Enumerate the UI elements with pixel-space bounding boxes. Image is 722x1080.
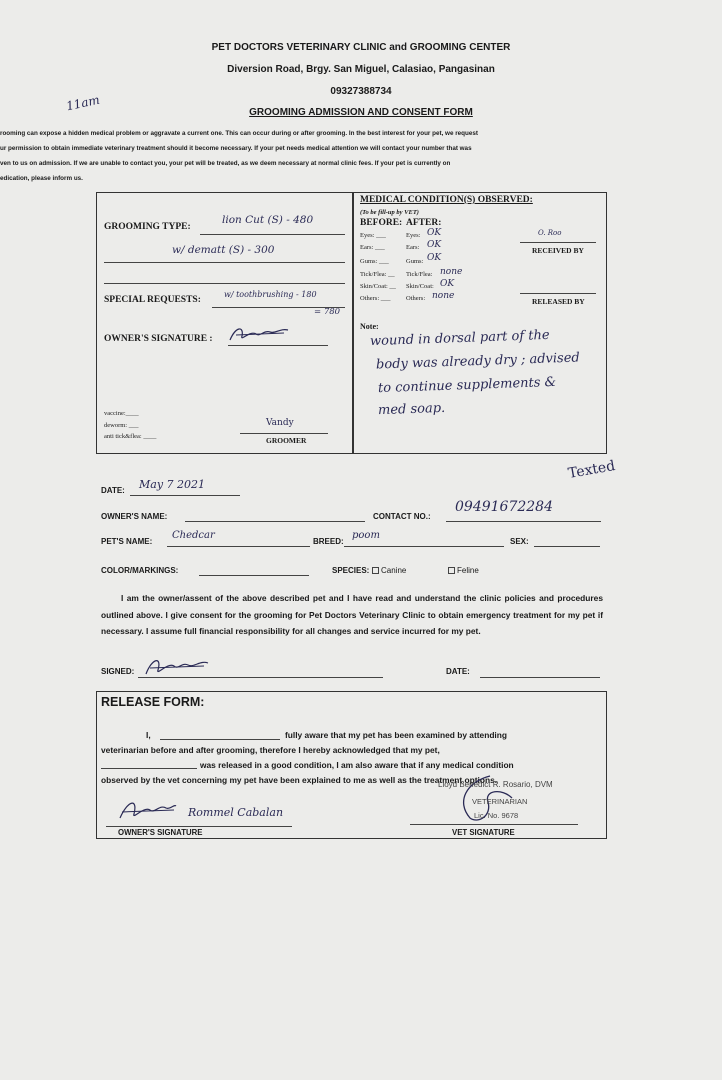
texted-note: Texted — [566, 458, 617, 482]
signed-label: SIGNED: — [101, 667, 135, 676]
release-text-4: observed by the vet concerning my pet have been explained to me as well as the treatment options. — [101, 775, 498, 785]
handwritten-time: 11am — [64, 92, 101, 114]
vet-stamp-name: Lloyd Benedict R. Rosario, DVM — [438, 780, 553, 789]
after-tickflea-label: Tick/Flea: — [406, 271, 433, 278]
sex-label: SEX: — [510, 537, 529, 546]
date2-label: DATE: — [446, 667, 470, 676]
breed-value: poom — [352, 530, 380, 541]
clinic-address: Diversion Road, Brgy. San Miguel, Calasiao, Pangasinan — [227, 64, 495, 75]
vaccine-label: vaccine:____ — [104, 410, 139, 417]
note-line: body was already dry ; advised — [375, 350, 580, 373]
grooming-type-line — [200, 234, 345, 235]
vet-stamp-title: VETERINARIAN — [472, 797, 528, 806]
medical-subtitle: (To be fill-up by VET) — [360, 209, 419, 216]
feline-checkbox[interactable] — [448, 567, 455, 574]
note-line: to continue supplements & — [377, 374, 557, 397]
species-canine[interactable] — [372, 566, 406, 575]
date2-line — [480, 677, 600, 678]
after-tickflea-value: none — [440, 267, 463, 277]
groomer-label: GROOMER — [266, 436, 307, 445]
before-skincoat: Skin/Coat: __ — [360, 283, 396, 290]
contact-value: 09491672284 — [455, 499, 553, 515]
total-value: = 780 — [314, 307, 341, 317]
before-gums: Gums: ___ — [360, 258, 389, 265]
special-requests-value: w/ toothbrushing - 180 — [224, 290, 317, 299]
release-pet-line — [101, 768, 197, 769]
release-text-3: was released in a good condition, I am also aware that if any medical condition — [200, 760, 514, 770]
received-by-line — [520, 242, 596, 243]
owner-signature-scribble — [226, 322, 292, 346]
medical-title: MEDICAL CONDITION(S) OBSERVED: — [360, 195, 533, 205]
color-label: COLOR/MARKINGS: — [101, 566, 179, 575]
form-title: GROOMING ADMISSION AND CONSENT FORM — [249, 107, 473, 118]
owner-sig-line — [106, 826, 292, 827]
after-others-label: Others: — [406, 295, 426, 302]
pet-name-line — [167, 546, 310, 547]
release-text-2: veterinarian before and after grooming, therefore I hereby acknowledged that my pet, — [101, 745, 440, 755]
before-tickflea: Tick/Flea: __ — [360, 271, 395, 278]
intro-line: edication, please inform us. — [0, 175, 83, 182]
after-skincoat-value: OK — [440, 279, 455, 289]
date-value: May 7 2021 — [139, 478, 206, 491]
clinic-name: PET DOCTORS VETERINARY CLINIC and GROOMING CENTER — [211, 42, 511, 53]
after-label: AFTER: — [406, 218, 442, 228]
species-label: SPECIES: — [332, 566, 370, 575]
after-ears-label: Ears: — [406, 244, 420, 251]
release-title: RELEASE FORM: — [101, 695, 205, 709]
release-text-1: fully aware that my pet has been examined by attending — [285, 730, 507, 740]
after-skincoat-label: Skin/Coat: — [406, 283, 434, 290]
grooming-type-value-2: w/ dematt (S) - 300 — [172, 244, 275, 256]
before-eyes: Eyes: ___ — [360, 232, 386, 239]
breed-line — [344, 546, 504, 547]
received-by-label: RECEIVED BY — [532, 246, 584, 255]
date-line — [130, 495, 240, 496]
antitick-label: anti tick&flea: ____ — [104, 433, 157, 440]
vet-sig-line — [410, 824, 578, 825]
feline-label: Feline — [457, 566, 479, 575]
canine-checkbox[interactable] — [372, 567, 379, 574]
species-feline[interactable] — [448, 566, 479, 575]
owner-sig-label: OWNER'S SIGNATURE — [118, 828, 203, 837]
release-text-i: I, — [146, 730, 151, 740]
pet-name-value: Chedcar — [172, 530, 215, 541]
pet-name-label: PET'S NAME: — [101, 537, 153, 546]
after-others-value: none — [432, 291, 455, 301]
before-others: Others: ___ — [360, 295, 391, 302]
released-by-line — [520, 293, 596, 294]
grooming-type-line-2 — [104, 262, 345, 263]
owner-name-label: OWNER'S NAME: — [101, 512, 168, 521]
grooming-type-label: GROOMING TYPE: — [104, 222, 191, 232]
contact-label: CONTACT NO.: — [373, 512, 431, 521]
grooming-type-value: lion Cut (S) - 480 — [222, 214, 314, 226]
signed-signature — [142, 654, 212, 680]
canine-label: Canine — [381, 566, 407, 575]
after-eyes-value: OK — [427, 228, 442, 238]
after-gums-label: Gums: — [406, 258, 424, 265]
intro-line: ven to us on admission. If we are unable to contact you, your pet will be treated, as we deem necessary at normal clinic fees. If your pet is currently on — [0, 160, 451, 167]
vet-stamp-lic: Lic. No. 9678 — [474, 811, 519, 820]
before-ears: Ears: ___ — [360, 244, 385, 251]
owner-signature-label: OWNER'S SIGNATURE : — [104, 334, 213, 344]
intro-paragraph — [0, 126, 700, 186]
consent-paragraph: I am the owner/assent of the above described pet and I have read and understand the clinic policies and procedures outlined above. I give consent for the grooming for Pet Doctors Veterinary Clinic to obtain emergency treatment for my pet if necessary. I assume full financial responsibility for all changes and service incurred for my pet. — [101, 593, 603, 636]
owner-written-name: Rommel Cabalan — [188, 806, 284, 819]
note-line: med soap. — [377, 400, 446, 419]
groomer-line — [240, 433, 328, 434]
intro-line: ur permission to obtain immediate veterinary treatment should it become necessary. If your pet needs medical attention we will contact your number that was — [0, 145, 472, 152]
owner-name-line — [185, 521, 365, 522]
released-by-label: RELEASED BY — [532, 297, 585, 306]
breed-label: BREED: — [313, 537, 344, 546]
deworm-label: deworm: ___ — [104, 422, 139, 429]
after-eyes-label: Eyes: — [406, 232, 421, 239]
release-name-line — [160, 739, 280, 740]
after-gums-value: OK — [427, 253, 442, 263]
note-label: Note: — [360, 322, 379, 331]
special-requests-label: SPECIAL REQUESTS: — [104, 295, 201, 305]
sex-line — [534, 546, 600, 547]
owner-release-signature — [116, 796, 178, 824]
before-label: BEFORE: — [360, 218, 403, 228]
vet-sig-label: VET SIGNATURE — [452, 828, 515, 837]
color-line — [199, 575, 309, 576]
groomer-name: Vandy — [266, 418, 294, 428]
after-ears-value: OK — [427, 240, 442, 250]
clinic-phone: 09327388734 — [330, 86, 392, 97]
date-label: DATE: — [101, 486, 125, 495]
contact-line — [446, 521, 601, 522]
note-line: wound in dorsal part of the — [369, 327, 550, 350]
grooming-type-line-3 — [104, 283, 345, 284]
intro-line: rooming can expose a hidden medical problem or aggravate a current one. This can occur during or after grooming. In the best interest for your pet, we request — [0, 130, 478, 137]
received-by-name: O. Roo — [538, 229, 562, 237]
